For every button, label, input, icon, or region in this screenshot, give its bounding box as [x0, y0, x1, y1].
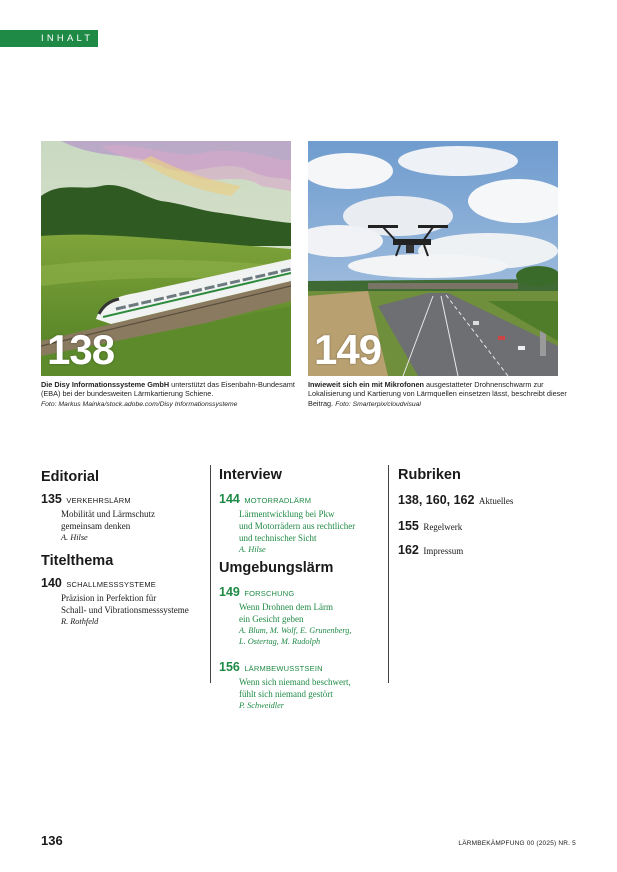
- caption-text: unterstützt das Eisenbahn-Bundesamt (EBA) bei der bundesweiten Lärmkartierung Schiene.: [41, 380, 295, 399]
- article-title-line: Schall- und Vibrationsmesssysteme: [61, 605, 189, 615]
- category-label: SCHALLMESSSYSTEME: [66, 580, 156, 589]
- toc-column-2: [219, 467, 389, 711]
- page-number: 140: [41, 576, 62, 590]
- page-number: 155: [398, 519, 419, 533]
- photo-caption: [41, 380, 295, 409]
- footer-journal: LÄRMBEKÄMPFUNG 00 (2025) NR. 5: [458, 840, 576, 847]
- toc-entry[interactable]: [41, 574, 201, 627]
- article-title-line: Lärmentwicklung bei Pkw: [239, 509, 335, 519]
- article-title-line: und technischer Sicht: [239, 533, 317, 543]
- article-title-line: Wenn sich niemand beschwert,: [239, 677, 351, 687]
- author: L. Ostertag, M. Rudolph: [239, 637, 321, 646]
- article-number: 149: [314, 326, 382, 373]
- rubrik-item[interactable]: [398, 517, 578, 535]
- toc-entry[interactable]: [219, 490, 389, 555]
- rubrik-label: Impressum: [423, 546, 464, 556]
- toc-column-3: [398, 467, 578, 559]
- author: P. Schweidler: [239, 701, 285, 710]
- rubrik-item[interactable]: [398, 491, 578, 509]
- section-heading: Interview: [219, 467, 282, 483]
- photo-caption: [308, 380, 570, 409]
- photo-credit: Foto: Markus Mainka/stock.adobe.com/Disy Informationssysteme: [41, 400, 238, 408]
- column-divider: [210, 465, 211, 683]
- section-heading: Titelthema: [41, 553, 114, 569]
- category-label: LÄRMBEWUSSTSEIN: [244, 664, 323, 673]
- category-label: VERKEHRSLÄRM: [66, 496, 131, 505]
- author: A. Hilse: [61, 533, 88, 542]
- article-title-line: ein Gesicht geben: [239, 614, 304, 624]
- page-number: 149: [219, 585, 240, 599]
- section-tag: INHALT: [0, 30, 98, 47]
- author: R. Rothfeld: [61, 617, 99, 626]
- article-title-line: Mobilität und Lärmschutz: [61, 509, 155, 519]
- page-number: 156: [219, 660, 240, 674]
- toc-entry[interactable]: [41, 490, 201, 543]
- drone-photo: [308, 141, 558, 376]
- caption-lead: Inwieweit sich ein mit Mikrofonen: [308, 380, 424, 389]
- column-divider: [388, 465, 389, 683]
- rubrik-label: Aktuelles: [478, 496, 514, 506]
- section-heading: Umgebungslärm: [219, 560, 334, 576]
- caption-lead: Die Disy Informationssysteme GmbH: [41, 380, 170, 389]
- photo-credit: Foto: Smarterpix/cloudvisual: [335, 400, 421, 408]
- section-heading: Rubriken: [398, 467, 461, 483]
- page-number: 144: [219, 492, 240, 506]
- toc-entry[interactable]: [219, 583, 389, 647]
- article-title-line: und Motorrädern aus rechtlicher: [239, 521, 356, 531]
- toc-column-1: [41, 469, 201, 627]
- author: A. Hilse: [239, 545, 266, 554]
- category-label: FORSCHUNG: [244, 589, 295, 598]
- section-heading: Editorial: [41, 469, 100, 485]
- page-number: 162: [398, 543, 419, 557]
- category-label: MOTORRADLÄRM: [244, 496, 312, 505]
- article-number: 138: [47, 326, 115, 373]
- article-title-line: fühlt sich niemand gestört: [239, 689, 333, 699]
- page-number: 135: [41, 492, 62, 506]
- footer-page-number: 136: [41, 833, 63, 848]
- toc-entry[interactable]: [219, 658, 389, 711]
- article-title-line: Wenn Drohnen dem Lärm: [239, 602, 333, 612]
- article-title-line: Präzision in Perfektion für: [61, 593, 157, 603]
- caption-text: ausgestatteter Drohnenschwarm zur Lokalisierung und Kartierung von Lärmquellen einsetzen lässt, beschreibt dieser Beitrag.: [308, 380, 567, 408]
- author: A. Blum, M. Wolf, E. Grunenberg,: [239, 626, 352, 635]
- page-number: 138, 160, 162: [398, 493, 475, 507]
- rubrik-item[interactable]: [398, 541, 578, 559]
- article-title-line: gemeinsam denken: [61, 521, 131, 531]
- rubrik-label: Regelwerk: [423, 522, 463, 532]
- train-photo: [41, 141, 291, 376]
